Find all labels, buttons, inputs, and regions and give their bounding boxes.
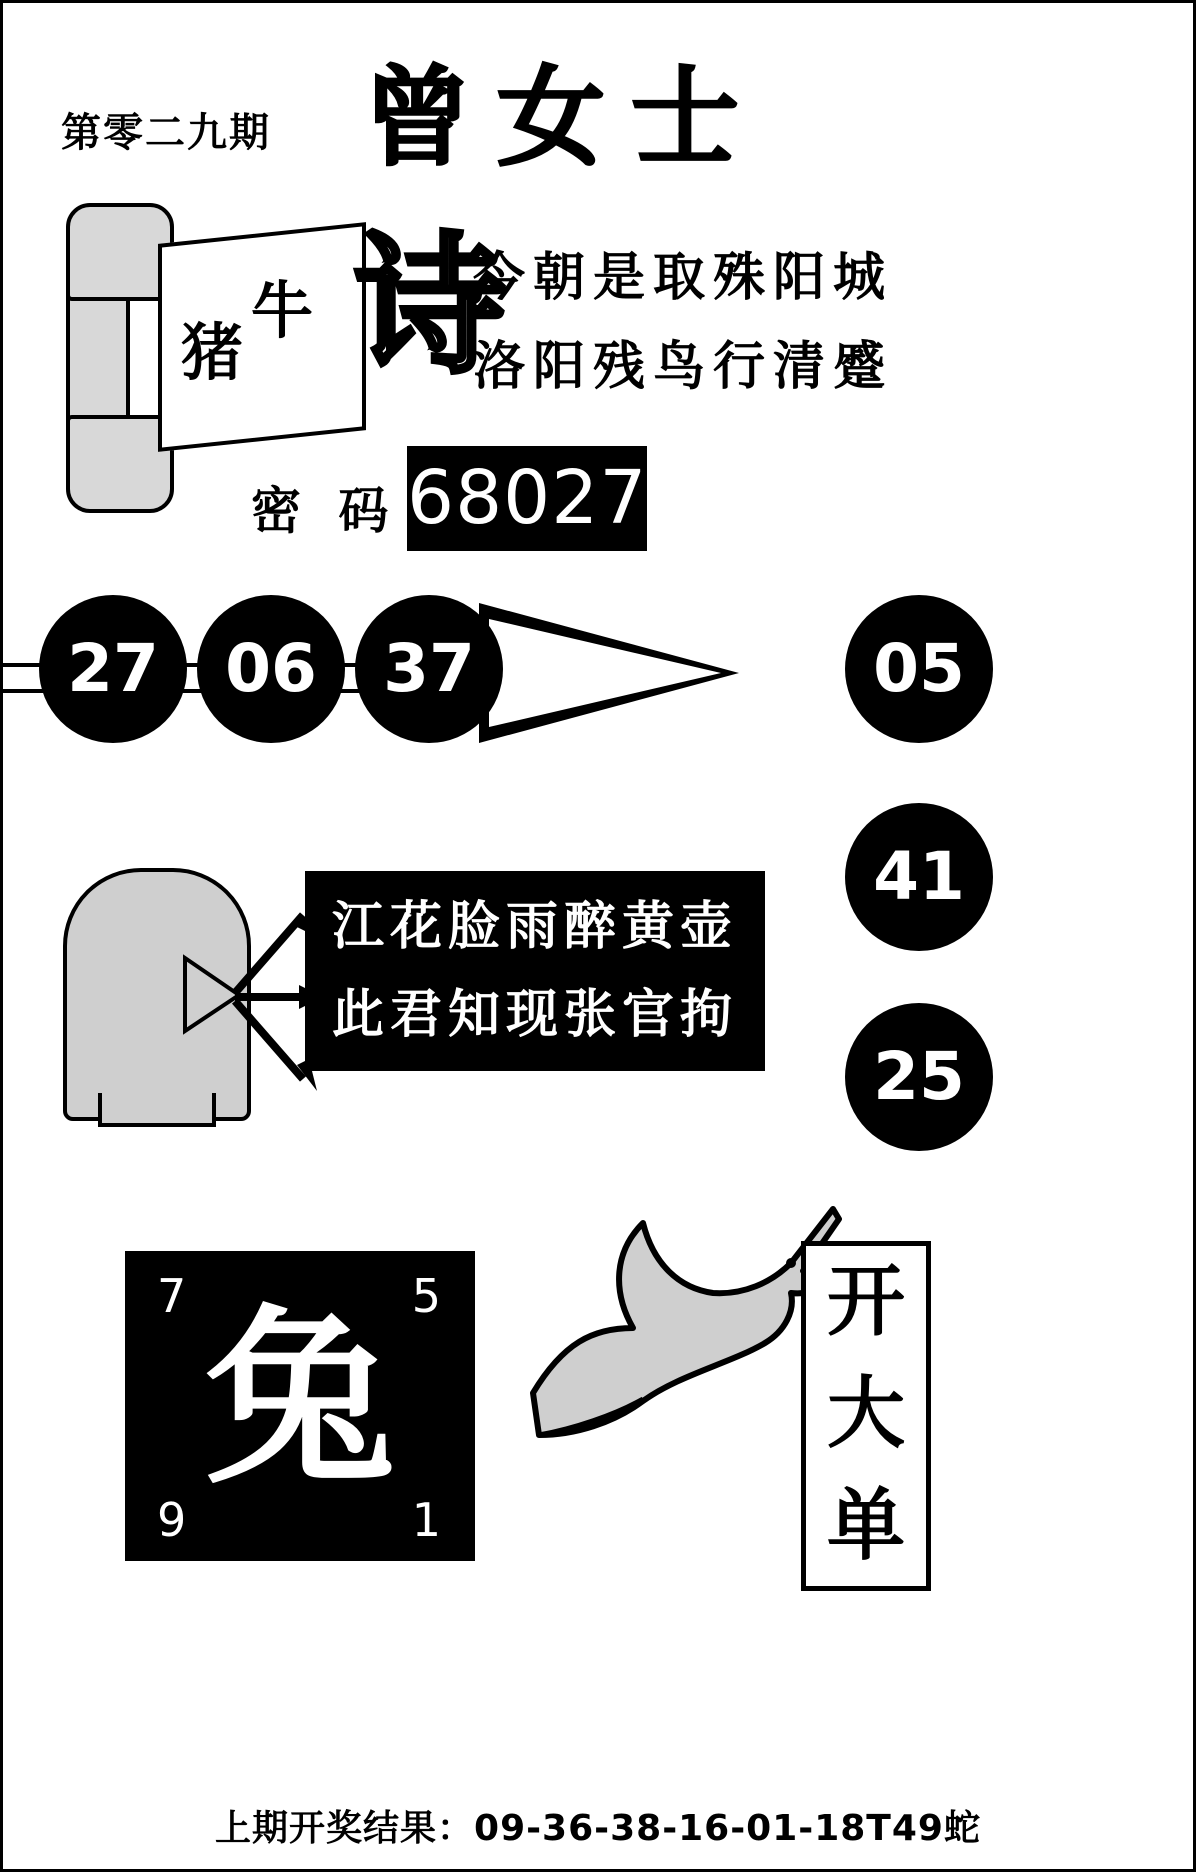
zodiac-card-corner-tr: 5 <box>411 1269 441 1323</box>
couplet-top-line-2: 洛阳残鸟行清蹙 <box>473 336 894 397</box>
password-label: 密 码 <box>251 481 399 540</box>
number-ball: 27 <box>39 595 187 743</box>
password-value: 680274 <box>407 446 647 551</box>
number-ball: 06 <box>197 595 345 743</box>
page-title: 曾女士 <box>363 55 766 181</box>
arrow-number-row <box>3 595 763 755</box>
zodiac-card <box>125 1251 475 1561</box>
side-number-ball: 41 <box>845 803 993 951</box>
couplet-black-line-2: 此君知现张官拘 <box>331 984 738 1045</box>
couplet-black-box <box>305 871 765 1071</box>
vertical-sign-char: 开 <box>826 1256 905 1347</box>
couplet-black-line-1: 江花脸雨醉黄壶 <box>331 896 738 957</box>
zodiac-hint-right: 牛 <box>251 274 314 347</box>
poem-character: 诗 <box>355 218 506 394</box>
zodiac-card-animal: 兔 <box>204 1287 395 1510</box>
side-number-ball: 25 <box>845 1003 993 1151</box>
side-number-ball: 05 <box>845 595 993 743</box>
zodiac-card-corner-br: 1 <box>411 1493 441 1547</box>
couplet-top-line-1: 今朝是取殊阳城 <box>473 247 894 308</box>
vertical-sign-char: 单 <box>826 1480 905 1571</box>
zodiac-hint-left: 猪 <box>181 316 244 389</box>
zodiac-card-corner-bl: 9 <box>157 1493 187 1547</box>
issue-label: 第零二九期 <box>61 110 271 156</box>
previous-result-footer: 上期开奖结果：09-36-38-16-01-18T49蛇 <box>215 1808 981 1849</box>
vertical-sign <box>801 1241 931 1591</box>
vertical-sign-char: 大 <box>826 1368 905 1459</box>
arrow-head-inner <box>489 619 721 727</box>
couplet-top <box>473 235 893 413</box>
number-ball: 37 <box>355 595 503 743</box>
zodiac-card-corner-tl: 7 <box>157 1269 187 1323</box>
